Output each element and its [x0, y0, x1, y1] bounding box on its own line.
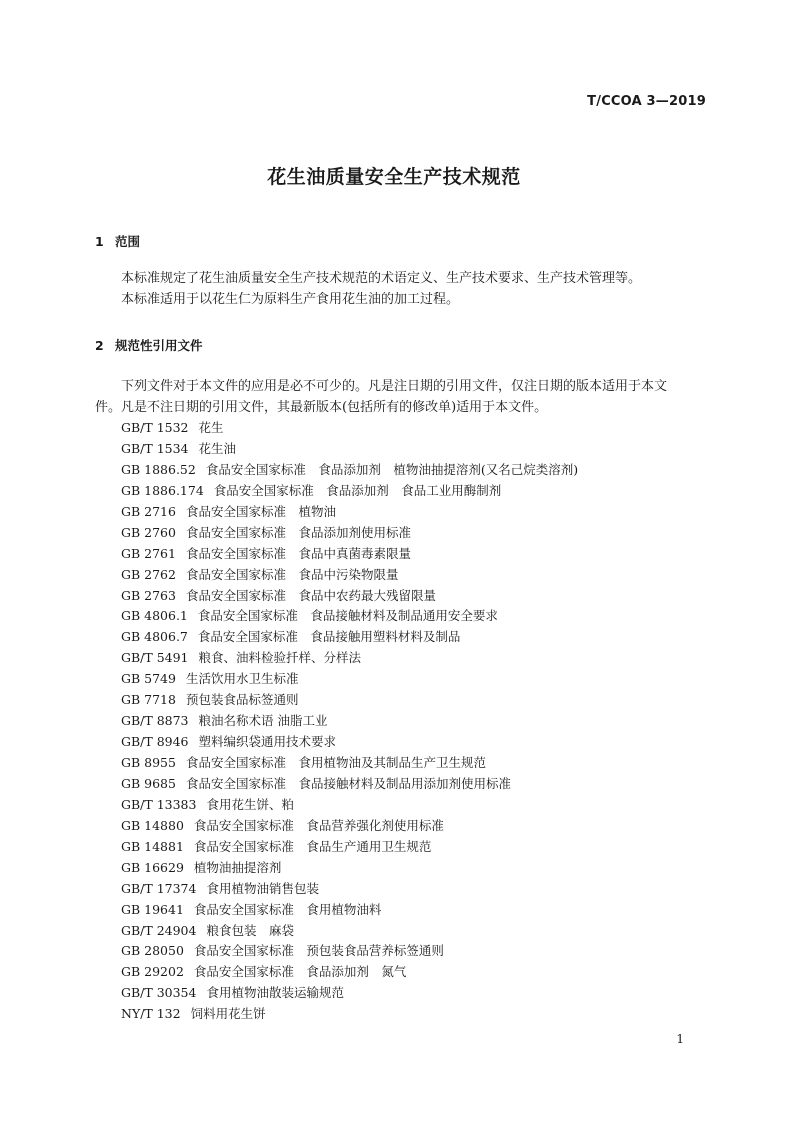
reference-code: GB 2761	[121, 545, 176, 561]
reference-code: GB 5749	[121, 671, 176, 687]
reference-title: 粮食包装 麻袋	[206, 922, 294, 938]
reference-title: 食品安全国家标准 食品营养强化剂使用标准	[193, 817, 444, 833]
reference-item	[121, 879, 578, 900]
reference-title: 食品安全国家标准 预包装食品营养标签通则	[193, 943, 444, 959]
reference-item	[121, 711, 578, 732]
references-intro-line-2: 件。凡是不注日期的引用文件，其最新版本(包括所有的修改单)适用于本文件。	[95, 400, 548, 415]
reference-title: 食品安全国家标准 食品接触材料及制品用添加剂使用标准	[185, 775, 511, 791]
reference-item	[121, 837, 578, 858]
section-2-number: 2	[95, 338, 104, 353]
reference-title: 塑料编织袋通用技术要求	[198, 734, 337, 750]
reference-title: 生活饮用水卫生标准	[185, 671, 299, 687]
reference-title: 食品安全国家标准 食品添加剂使用标准	[185, 524, 411, 540]
reference-code: GB 2762	[121, 566, 176, 582]
reference-code: GB 8955	[121, 755, 176, 770]
reference-code: GB 28050	[121, 943, 184, 959]
reference-item	[121, 669, 578, 690]
reference-code: GB 1886.52	[121, 461, 196, 477]
normative-references-list	[121, 418, 578, 1025]
reference-item	[121, 983, 578, 1004]
reference-code: GB/T 1534	[121, 440, 189, 456]
reference-code: GB 4806.7	[121, 629, 188, 645]
reference-item	[121, 481, 578, 502]
reference-item	[121, 962, 578, 983]
reference-item	[121, 418, 578, 439]
reference-title: 植物油抽提溶剂	[193, 859, 282, 875]
section-2-heading	[95, 336, 203, 354]
reference-code: GB/T 30354	[121, 985, 197, 1001]
reference-code: GB/T 5491	[121, 650, 189, 666]
reference-title: 食品安全国家标准 食品中真菌毒素限量	[185, 545, 411, 561]
document-code: T/CCOA 3—2019	[587, 94, 706, 109]
reference-item	[121, 795, 578, 816]
reference-item	[121, 439, 578, 460]
reference-title: 粮食、油料检验扦样、分样法	[198, 650, 362, 666]
reference-code: GB 16629	[121, 859, 184, 875]
reference-code: GB/T 13383	[121, 796, 197, 812]
section-1-title: 范围	[115, 234, 141, 249]
reference-item	[121, 523, 578, 544]
reference-title: 食品安全国家标准 食品添加剂 氮气	[193, 964, 407, 980]
reference-code: GB 1886.174	[121, 482, 204, 498]
section-1-body	[95, 268, 715, 310]
section-1-number: 1	[95, 234, 104, 249]
reference-item	[121, 460, 578, 481]
reference-item	[121, 606, 578, 627]
reference-title: 食品安全国家标准 食品添加剂 植物油抽提溶剂(又名己烷类溶剂)	[205, 461, 579, 477]
reference-title: 食品安全国家标准 食品接触材料及制品通用安全要求	[197, 608, 498, 624]
reference-item	[121, 565, 578, 586]
reference-item	[121, 753, 578, 774]
section-2-title: 规范性引用文件	[115, 338, 203, 353]
reference-code: GB 4806.1	[121, 608, 188, 624]
reference-item	[121, 774, 578, 795]
reference-title: 食品安全国家标准 食品添加剂 食品工业用酶制剂	[213, 482, 502, 498]
reference-code: GB/T 24904	[121, 922, 197, 938]
reference-item	[121, 858, 578, 879]
section-1-heading	[95, 232, 140, 250]
reference-item	[121, 732, 578, 753]
reference-title: 饲料用花生饼	[190, 1006, 266, 1022]
scope-paragraph-1: 本标准规定了花生油质量安全生产技术规范的术语定义、生产技术要求、生产技术管理等。	[121, 271, 642, 286]
section-2-intro	[95, 376, 715, 418]
reference-title: 花生油	[198, 440, 237, 456]
reference-title: 食用花生饼、粕	[206, 796, 294, 812]
reference-code: GB/T 17374	[121, 880, 197, 896]
reference-title: 预包装食品标签通则	[185, 692, 299, 708]
reference-code: GB 29202	[121, 964, 184, 980]
reference-code: GB/T 8946	[121, 734, 189, 750]
reference-code: GB 2763	[121, 587, 176, 603]
reference-item	[121, 1004, 578, 1025]
reference-code: GB 9685	[121, 775, 176, 791]
reference-item	[121, 502, 578, 523]
reference-title: 食品安全国家标准 食用植物油及其制品生产卫生规范	[185, 755, 486, 770]
reference-item	[121, 690, 578, 711]
reference-code: GB/T 1532	[121, 420, 189, 435]
reference-item	[121, 648, 578, 669]
reference-code: GB 7718	[121, 692, 176, 708]
reference-code: GB 14880	[121, 817, 184, 833]
reference-title: 粮油名称术语 油脂工业	[198, 713, 328, 729]
reference-item	[121, 586, 578, 607]
reference-title: 食品安全国家标准 植物油	[185, 503, 336, 519]
reference-title: 食品安全国家标准 食品接触用塑料材料及制品	[197, 629, 461, 645]
reference-title: 食品安全国家标准 食品生产通用卫生规范	[193, 838, 432, 854]
reference-code: NY/T 132	[121, 1006, 181, 1022]
reference-title: 食品安全国家标准 食品中农药最大残留限量	[185, 587, 436, 603]
reference-title: 食用植物油销售包装	[206, 880, 319, 896]
page-number: 1	[676, 1032, 684, 1046]
reference-item	[121, 941, 578, 962]
reference-item	[121, 816, 578, 837]
reference-code: GB 2760	[121, 524, 176, 540]
document-title: 花生油质量安全生产技术规范	[267, 166, 521, 188]
reference-code: GB 14881	[121, 838, 184, 854]
reference-item	[121, 921, 578, 942]
reference-title: 食品安全国家标准 食用植物油料	[193, 901, 382, 917]
reference-code: GB/T 8873	[121, 713, 189, 729]
reference-code: GB 2716	[121, 503, 176, 519]
reference-code: GB 19641	[121, 901, 184, 917]
reference-item	[121, 627, 578, 648]
references-intro-line-1: 下列文件对于本文件的应用是必不可少的。凡是注日期的引用文件，仅注日期的版本适用于本文	[121, 379, 668, 394]
scope-paragraph-2: 本标准适用于以花生仁为原料生产食用花生油的加工过程。	[121, 292, 460, 307]
reference-title: 食品安全国家标准 食品中污染物限量	[185, 566, 399, 582]
reference-title: 食用植物油散装运输规范	[206, 985, 344, 1001]
reference-item	[121, 544, 578, 565]
reference-title: 花生	[198, 420, 224, 435]
reference-item	[121, 900, 578, 921]
